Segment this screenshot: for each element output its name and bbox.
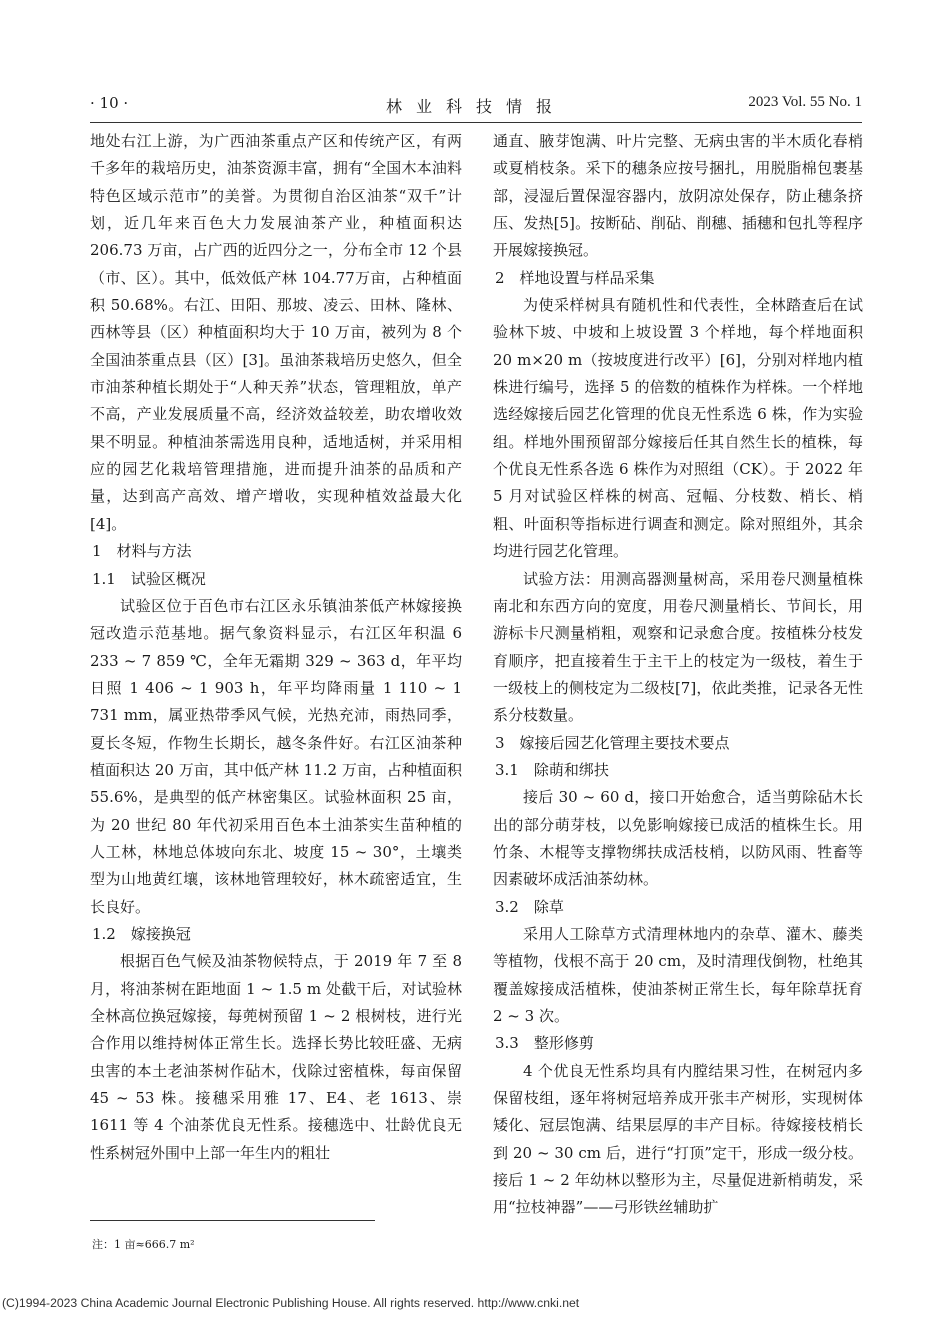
left-column (90, 128, 462, 1167)
section-heading-3: 3 嫁接后园艺化管理主要技术要点 (495, 733, 730, 752)
right-paragraph-4: 接后 30 ~ 60 d，接口开始愈合，适当剪除砧木长出的部分萌芽枝，以免影响嫁接已成活的植株生长。用竹条、木棍等支撑物绑扶成活枝梢，以防风雨、牲畜等因素破坏成活油茶幼林。 (493, 788, 863, 889)
copyright-line: (C)1994-2023 China Academic Journal Electronic Publishing House. All rights reserved. http://www.cnki.net (2, 1296, 580, 1310)
page-number: · 10 · (90, 94, 129, 112)
left-paragraph-2: 试验区位于百色市右江区永乐镇油茶低产林嫁接换冠改造示范基地。据气象资料显示，右江区年积温 6 233 ~ 7 859 ℃，全年无霜期 329 ~ 363 d，年平均日照 1 406 ~ 1 903 h，年平均降雨量 1 110 ~ 1 731 mm，属亚热带季风气候，光热充沛，雨热同季，夏长冬短，作物生长期长，越冬条件好。右江区油茶种植面积达 20 万亩，其中低产林 11.2 万亩，占种植面积 55.6%，是典型的低产林密集区。试验林面积 25 亩，为 20 世纪 80 年代初采用百色本土油茶实生苗种植的人工林，林地总体坡向东北、坡度 15 ~ 30°，土壤类型为山地黄红壤，该林地管理较好，林木疏密适宜，生长良好。 (90, 596, 462, 916)
section-heading-1: 1 材料与方法 (92, 542, 192, 561)
left-paragraph-3: 根据百色气候及油茶物候特点，于 2019 年 7 至 8 月，将油茶树在距地面 1 ~ 1.5 m 处截干后，对试验林全林高位换冠嫁接，每蔸树预留 1 ~ 2 根树枝，进行光合作用以维持树体正常生长。选择长势比较旺盛、无病虫害的本土老油茶树作砧木，伐除过密植株，每亩保留 45 ~ 53 株。接穗采用雅 17、E4、老 1613、崇 1611 等 4 个油茶优良无性系。接穗选中、壮龄优良无性系树冠外围中上部一年生内的粗壮 (90, 952, 462, 1162)
right-paragraph-1: 通直、腋芽饱满、叶片完整、无病虫害的半木质化春梢或夏梢枝条。采下的穗条应按号捆扎，用脱脂棉包裹基部，浸湿后置保湿容器内，放阴凉处保存，防止穗条挤压、发热[5]。按断砧、削砧、削穗、插穗和包扎等程序开展嫁接换冠。 (493, 132, 863, 260)
issue-info: 2023 Vol. 55 No. 1 (748, 94, 862, 110)
journal-title: 林业科技情报 (385, 97, 566, 116)
section-heading-1-1: 1.1 试验区概况 (92, 569, 206, 588)
right-column (493, 128, 863, 1222)
right-paragraph-5: 采用人工除草方式清理林地内的杂草、灌木、藤类等植物，伐根不高于 20 cm，及时清理伐倒物，杜绝其覆盖嫁接成活植株，使油茶树正常生长，每年除草抚育 2 ~ 3 次。 (493, 924, 863, 1025)
left-paragraph-1: 地处右江上游，为广西油茶重点产区和传统产区，有两千多年的栽培历史，油茶资源丰富，拥有“全国木本油料特色区域示范市”的美誉。为贯彻自治区油茶“双千”计划，近几年来百色大力发展油茶产业，种植面积达 206.73 万亩，占广西的近四分之一，分布全市 12 个县（市、区）。其中，低效低产林 104.77万亩，占种植面积 50.68%。右江、田阳、那坡、凌云、田林、隆林、西林等县（区）种植面积均大于 10 万亩，被列为 8 个全国油茶重点县（区）[3]。虽油茶栽培历史悠久，但全市油茶种植长期处于“人种天养”状态，管理粗放，单产不高，产业发展质量不高，经济效益较差，助农增收效果不明显。种植油茶需选用良种，适地适树，并采用相应的园艺化栽培管理措施，进而提升油茶的品质和产量，达到高产高效、增产增收，实现种植效益最大化[4]。 (90, 132, 462, 533)
running-header (90, 94, 862, 124)
section-heading-3-1: 3.1 除萌和绑扶 (495, 760, 609, 779)
header-rule (90, 122, 862, 123)
section-heading-3-3: 3.3 整形修剪 (495, 1034, 594, 1053)
section-heading-2: 2 样地设置与样品采集 (495, 268, 655, 287)
footnote: 注：1 亩≈666.7 m² (92, 1238, 195, 1251)
section-heading-1-2: 1.2 嫁接换冠 (92, 924, 191, 943)
section-heading-3-2: 3.2 除草 (495, 897, 564, 916)
right-paragraph-2: 为使采样树具有随机性和代表性，全林踏查后在试验林下坡、中坡和上坡设置 3 个样地，每个样地面积 20 m×20 m（按坡度进行改平）[6]，分别对样地内植株进行编号，选择 5 的倍数的植株作为样株。一个样地选经嫁接后园艺化管理的优良无性系选 6 株，作为实验组。样地外围预留部分嫁接后任其自然生长的植株，每个优良无性系各选 6 株作为对照组（CK）。于 2022 年 5 月对试验区样株的树高、冠幅、分枝数、梢长、梢粗、叶面积等指标进行调查和测定。除对照组外，其余均进行园艺化管理。 (493, 296, 863, 561)
right-paragraph-6: 4 个优良无性系均具有内膛结果习性，在树冠内多保留枝组，逐年将树冠培养成开张丰产树形，实现树体矮化、冠层饱满、结果层厚的丰产目标。待嫁接枝梢长到 20 ~ 30 cm 后，进行“打顶”定干，形成一级分枝。接后 1 ~ 2 年幼林以整形为主，尽量促进新梢萌发，采用“拉枝神器”——弓形铁丝辅助扩 (493, 1061, 863, 1217)
footnote-rule (90, 1220, 375, 1221)
right-paragraph-3: 试验方法：用测高器测量树高，采用卷尺测量植株南北和东西方向的宽度，用卷尺测量梢长、节间长，用游标卡尺测量梢粗，观察和记录愈合度。按植株分枝发育顺序，把直接着生于主干上的枝定为一级枝，着生于一级枝上的侧枝定为二级枝[7]，依此类推，记录各无性系分枝数量。 (493, 569, 863, 725)
